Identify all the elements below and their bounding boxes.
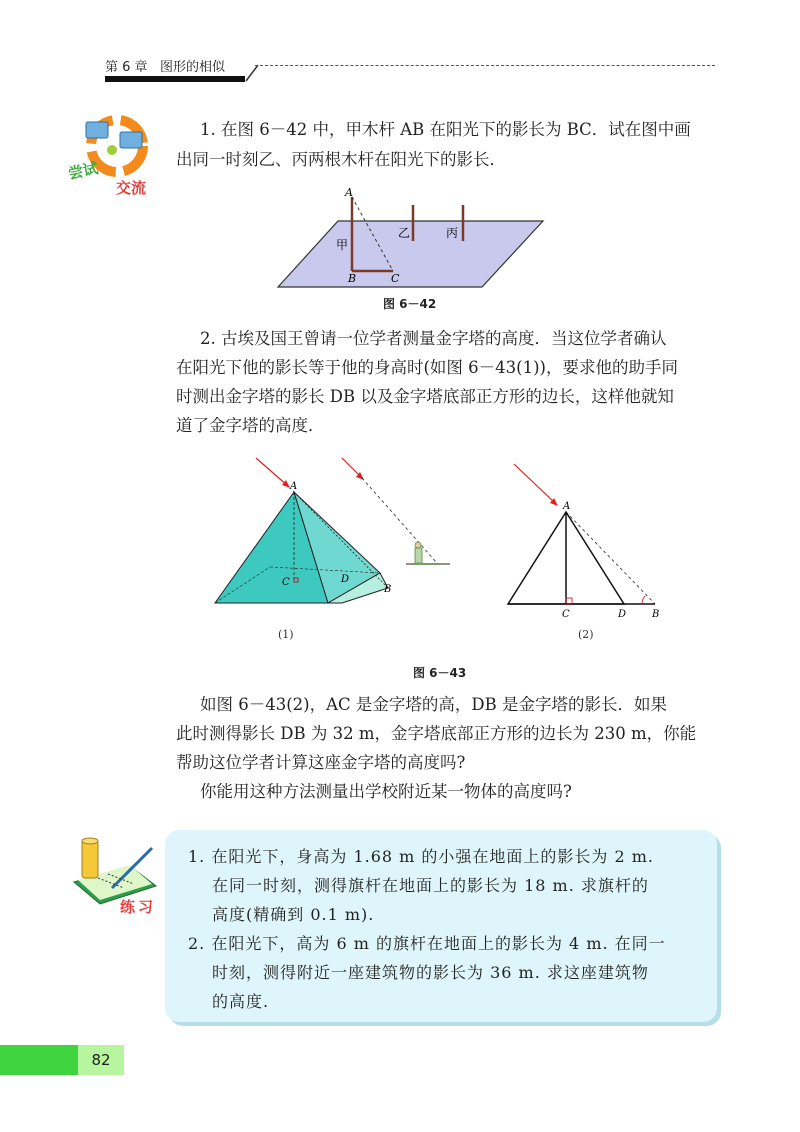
figure-6-43-2 [500, 452, 680, 622]
label-B-1: B [384, 584, 392, 595]
label-bing: 丙 [446, 226, 459, 240]
practice-badge-label: 练习 [120, 898, 157, 916]
label-jia: 甲 [336, 238, 349, 252]
problem2-line2: 在阳光下他的影长等于他的身高时(如图 6－43(1))，要求他的助手同 [176, 358, 678, 377]
ground-plane [278, 221, 543, 287]
label-A: A [345, 186, 353, 199]
para3-line2: 此时测得影长 DB 为 32 m，金字塔底部正方形的边长为 230 m，你能 [176, 724, 697, 743]
exchange-badge-label: 交流 [116, 179, 147, 197]
scholar-body [415, 548, 422, 563]
exercise2-line1: 2. 在阳光下，高为 6 m 的旗杆在地面上的影长为 4 m. 在同一 [188, 934, 666, 953]
figure-6-43-caption: 图 6－43 [413, 666, 467, 680]
figure-6-42-caption: 图 6－42 [383, 297, 437, 311]
para3-line4: 你能用这种方法测量出学校附近某一物体的高度吗? [200, 782, 572, 801]
exercise2-line2: 时刻，测得附近一座建筑物的影长为 36 m. 求这座建筑物 [212, 963, 649, 982]
chapter-header [105, 56, 225, 75]
para3-line1: 如图 6－43(2)，AC 是金字塔的高，DB 是金字塔的影长．如果 [200, 695, 667, 714]
label-B: B [348, 272, 357, 285]
sun-ray-arrow-3 [514, 464, 556, 504]
sun-ray-arrow-1 [256, 458, 288, 486]
exercise1-line1: 1. 在阳光下，身高为 1.68 m 的小强在地面上的影长为 2 m. [188, 847, 655, 866]
header-underline [105, 76, 245, 82]
figure-6-43-sub2: (2) [578, 628, 594, 641]
chapter-title: 图形的相似 [159, 60, 225, 75]
label-yi: 乙 [398, 226, 411, 240]
problem2-line3: 时测出金字塔的影长 DB 以及金字塔底部正方形的边长，这样他就知 [176, 387, 674, 406]
page-number-bar [0, 1045, 78, 1075]
label-A-1: A [290, 481, 298, 492]
exercise1-line3: 高度(精确到 0.1 m). [212, 905, 375, 924]
label-C: C [391, 272, 400, 285]
label-B-2: B [652, 609, 660, 620]
header-dashed-line [255, 65, 715, 66]
label-C-1: C [282, 577, 290, 588]
scholar-head [415, 542, 421, 548]
figure-6-43-1 [210, 452, 470, 612]
label-A-2: A [563, 501, 571, 512]
problem1-line2: 出同一时刻乙、丙两根木杆在阳光下的影长． [176, 150, 506, 169]
exercise1-line2: 在同一时刻，测得旗杆在地面上的影长为 18 m. 求旗杆的 [212, 876, 649, 895]
label-D-1: D [341, 574, 350, 585]
chapter-number: 第 6 章 [105, 60, 148, 75]
problem1-line1: 1. 在图 6－42 中，甲木杆 AB 在阳光下的影长为 BC．试在图中画 [200, 120, 691, 139]
para3-line3: 帮助这位学者计算这座金字塔的高度吗? [176, 753, 466, 772]
label-D-2: D [618, 609, 627, 620]
problem2-line4: 道了金字塔的高度． [176, 416, 325, 435]
header-slash-icon [244, 64, 260, 82]
try-badge-label: 尝试 [66, 159, 100, 183]
label-C-2: C [562, 609, 570, 620]
page-number: 82 [78, 1045, 124, 1075]
figure-6-42 [270, 185, 560, 295]
problem2-line1: 2. 古埃及国王曾请一位学者测量金字塔的高度．当这位学者确认 [200, 329, 667, 348]
exercise2-line3: 的高度. [212, 992, 270, 1011]
figure-6-43-sub1: (1) [278, 628, 294, 641]
